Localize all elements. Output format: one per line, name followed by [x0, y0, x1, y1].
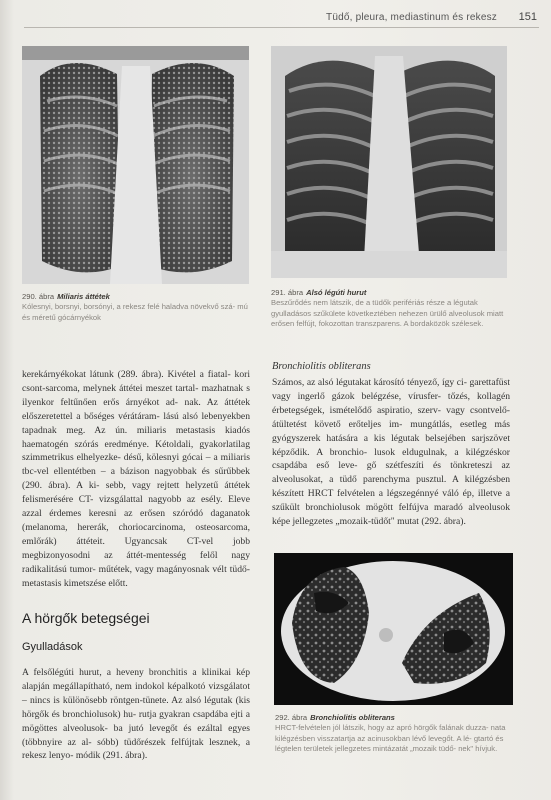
header-rule [24, 27, 539, 28]
text-line: bronchiolusok mögött felfújva maradó alveolusok [305, 502, 510, 514]
text-line: mungátlás, esetleg más gyógyszerek hatására a kis [272, 418, 510, 444]
text-line: keresni az erősen szóródó daganatok (melanoma, [22, 508, 250, 533]
text-line: – a bázison nagyobbak és sűrűbbek (290. ábra). A ki- [22, 466, 250, 492]
figure-291-caption [271, 288, 511, 330]
figure-290-number: 290. ábra [22, 292, 55, 301]
text-line: az áttét-mentesség felől nagy radikalitású tumor- [22, 549, 250, 575]
figure-292-number: 292. ábra [275, 713, 308, 722]
text-line: műtétek, vagy magányosnak vélt tüdő-metastasis [22, 563, 250, 589]
text-line: rutja gyakran csapdába ejti a mögöttes alveolusok- [22, 708, 250, 734]
left-column-paragraph-1 [22, 368, 250, 591]
right-paragraph-text [272, 376, 510, 529]
text-line: szerv- vagy csontvelő-átültetést követő erőteljes im- [272, 404, 510, 430]
text-line: lusok eldugulnak, a kilégzéskor csapdába eső leve- [272, 446, 510, 472]
section-heading: A hörgők betegségei [22, 610, 150, 626]
text-line: Számos, az alsó légutakat károsító tényező, így ci- [272, 377, 470, 388]
text-line: vizsgálattal nagyobb az esély. Eleve azzal érdemes [22, 494, 250, 520]
text-line: Kétoldali, gyakorlatilag szimmetrikus elhelyezke- [22, 438, 250, 464]
text-line: alapján megállapítható, nem indokol képalkotó [22, 680, 209, 692]
figure-290-caption [22, 292, 250, 323]
text-line: vizsgálatot – nincs is különösebb röntgen-tünete. [22, 680, 250, 706]
text-line: désű, kölesnyi gócai – a miliaris tbc-vel ellentétben [22, 452, 250, 478]
text-line: képe jellegzetes „mozaik-tüdőt" mutat (292. ábra). [272, 516, 466, 528]
text-line: parenchyma pusztul. A kilégzésben készített HRCT [272, 474, 510, 500]
text-line: nak. Az áttétek előszeretettel a bőséges vérátáram- [22, 396, 250, 422]
text-line: kerekárnyékokat látunk (289. ábra). Kivétel a fiatal- [22, 369, 235, 380]
text-line: kimetszése előtt. [63, 577, 128, 589]
text-line: módik (291. ábra). [75, 750, 148, 762]
page-number: 151 [518, 11, 537, 23]
text-line: Az alsó légutak (kis hörgők és bronchiolusok) hu- [22, 694, 250, 720]
text-line: ba jutó levegőt és ezáltal egyes (többnyire az al- [22, 722, 251, 748]
figure-291-text: Beszűrődés nem látszik, de a tüdők perifériás része a légutak gyulladásos szűkülete következtében nehezen ürülő alveolusok miatt erősen felfújt, fokozottan transzparens. A bordaközök szélesek. [271, 298, 504, 329]
figure-290-xray [22, 46, 249, 284]
text-line: áttéteit. Ugyancsak CT-vel jobb megbizonyosodni [22, 535, 251, 561]
text-line: garettafüst vagy ingerlő gázok belégzése, vírusfer- [272, 377, 510, 402]
right-column-text [272, 376, 510, 529]
text-line: hererák, choriocarcinoma, osteosarcoma, emlőrák) [22, 521, 251, 547]
left-paragraph-2-text [22, 666, 250, 763]
running-title: Tüdő, pleura, mediastinum és rekesz [326, 12, 497, 23]
figure-292-hrct [274, 553, 513, 705]
figure-291-number: 291. ábra [271, 288, 304, 297]
figure-290-text: Kólesnyi, borsnyi, borsónyi, a rekesz felé haladva növekvő szá- mú és méretű gócárnyékok [22, 302, 248, 322]
text-line: gő szétfeszíti és tönkreteszi az alveolusokat, a tüdő [272, 460, 510, 486]
left-paragraph-1-text [22, 368, 250, 591]
figure-292-caption [275, 713, 515, 755]
text-line: kori csont-sarcoma, melynek áttétei meszet tartal- [22, 369, 250, 394]
figure-292-title: Bronchiolitis obliterans [310, 713, 395, 722]
figure-292-text: HRCT-felvételen jól látszik, hogy az apró hörgők falának duzza- nata kilégzésben visszatartja az acinusokban lévő levegőt. A lé- gtartó és légtelen területek jellegzetes mintázatát „mozaik tüdő- nek" hívjuk. [275, 723, 506, 754]
text-line: lású alsó lebenyekben tapadnak meg. Az ún. miliaris metastasis kiadós haematogén szórás eredménye. [22, 410, 250, 450]
figure-291-title: Alsó légúti hurut [306, 288, 367, 297]
text-line: légutak belsejében sarjszövet képződik. A bronchio- [272, 432, 510, 458]
subsection-heading: Gyulladások [22, 641, 83, 653]
figure-290-title: Miliaris áttétek [57, 292, 110, 301]
text-line: sebb, vagy rejtett helyzetű áttétek felismerésére CT- [22, 480, 250, 506]
right-subheading: Bronchiolitis obliterans [272, 361, 371, 372]
text-line: tőzés, kollagén érbetegségek, ismételődő aspiratio, [272, 390, 510, 416]
text-line: sóbb) tüdőrészek felfújtak lesznek, a rekesz lenyo- [22, 736, 251, 762]
text-line: mazhatnak s ilyenkor feltűnően erős árnyékot ad- [22, 382, 250, 408]
text-line: felvételen a légszegénnyé váló ép, illetve a szűkült [272, 488, 510, 514]
left-column-paragraph-2 [22, 666, 250, 763]
figure-291-xray [271, 46, 507, 278]
text-line: A felsőlégúti hurut, a heveny bronchitis a klinikai kép [22, 667, 250, 678]
